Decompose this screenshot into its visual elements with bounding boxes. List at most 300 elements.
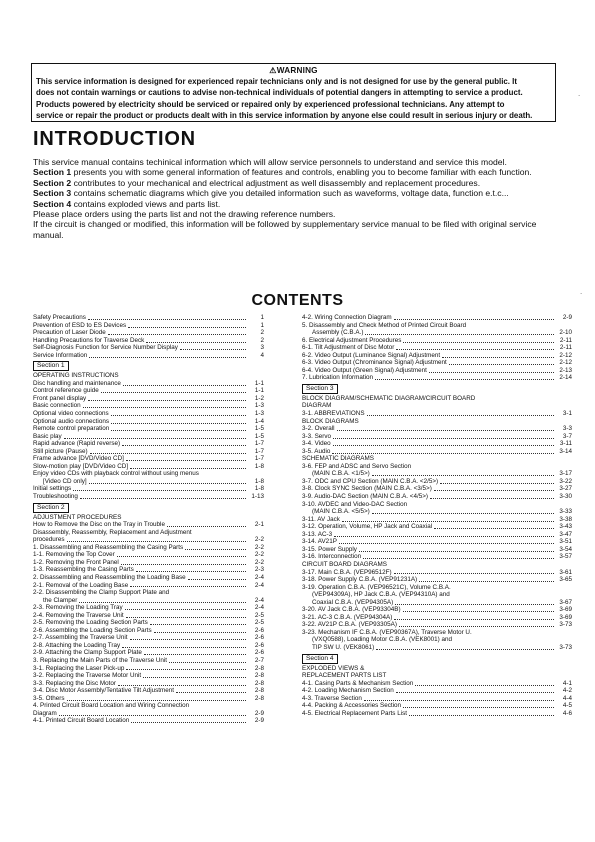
toc-entry-title: 7. Lubrication Information (302, 374, 374, 382)
dot-leader (434, 528, 554, 529)
toc-entry-title: 3-1. Replacing the Laser Pick-up (33, 664, 125, 672)
toc-entry (33, 352, 264, 360)
dot-leader (108, 334, 246, 335)
toc-entry-page: 2-2 (254, 543, 264, 551)
toc-entry-title: Handling Precautions for Traverse Deck (33, 336, 145, 344)
toc-entry-title: How to Remove the Disc on the Tray in Trouble (33, 521, 165, 529)
dot-leader (67, 700, 247, 701)
dot-leader (144, 654, 246, 655)
toc-entry-page: 2-6 (254, 649, 264, 657)
dot-leader (122, 445, 246, 446)
dot-leader (365, 334, 554, 335)
dot-leader (180, 349, 246, 350)
dot-leader (440, 483, 554, 484)
toc-entry-title: 3-2. Replacing the Traverse Motor Unit (33, 672, 142, 680)
toc-entry-title: 4-5. Electrical Replacement Parts List (302, 709, 407, 717)
dot-leader (442, 357, 554, 358)
toc-entry-page: 2-9 (562, 314, 572, 321)
toc-entry-title: 4-2. Loading Mechanism Section (302, 687, 394, 695)
section-label-box: Section 2 (33, 503, 69, 513)
toc-entry-title: 3-1. ABBREVIATIONS (302, 410, 365, 418)
warning-line: Products powered by electricity should be serviced or repaired only by experienced professional technicians. Any attempt to (36, 99, 505, 109)
dot-leader (359, 551, 554, 552)
dot-leader (146, 342, 246, 343)
dot-leader (403, 707, 554, 708)
toc-entry-title: 2-6. Assembling the Loading Section Parts (33, 626, 152, 634)
toc-entry (33, 582, 264, 590)
section-label-box: Section 1 (33, 361, 69, 371)
dot-leader (332, 453, 554, 454)
toc-entry-page: 1-4 (254, 417, 264, 425)
section-label-box: Section 3 (302, 384, 338, 394)
toc-heading: Disassembly, Reassembly, Replacement and Adjustment (33, 528, 192, 536)
section-header (302, 382, 572, 395)
toc-entry-page: 2-2 (254, 551, 264, 559)
section-header (33, 359, 264, 372)
toc-entry (33, 634, 264, 642)
toc-entry-page: 1-1 (254, 387, 264, 395)
toc-entry (33, 485, 264, 493)
dot-leader (130, 586, 246, 587)
dot-leader (334, 536, 554, 537)
toc-entry-page: 1-8 (254, 485, 264, 493)
toc-entry (33, 536, 264, 544)
toc-entry-title: 3-8. Clock SYNC Section (MAIN C.B.A. <3/5>) (302, 485, 432, 493)
toc-entry-page: 1 (260, 314, 264, 321)
section-text: contains exploded views and parts list. (71, 198, 221, 209)
toc-entry (302, 687, 572, 695)
toc-entry-title: 2-7. Assembling the Traverse Unit (33, 634, 128, 642)
dot-leader (372, 513, 554, 514)
toc-entry-title: (MAIN C.B.A. <5/5>) (312, 508, 370, 516)
toc-entry-title: 2-8. Attaching the Loading Tray (33, 641, 121, 649)
warning-line: service or repair the product or products dealt with in this service information by anyone else could result in serious injury or death. (36, 111, 533, 121)
toc-entry-page: 4-4 (562, 694, 572, 702)
toc-entry (33, 619, 264, 627)
toc-entry-page: 1-13 (251, 493, 264, 501)
toc-entry-title: Control reference guide (33, 387, 99, 395)
toc-entry-page: 3-38 (559, 515, 572, 523)
toc-entry-title: (MAIN C.B.A. <1/5>) (312, 470, 370, 478)
toc-entry-title: 3-22. AV21P C.B.A. (VEP93305A) (302, 621, 397, 629)
toc-entry (302, 680, 572, 688)
dot-leader (337, 430, 554, 431)
dot-leader (154, 632, 246, 633)
toc-entry-page: 1-5 (254, 432, 264, 440)
toc-entry (33, 478, 264, 486)
toc-heading: 3-6. FEP and ADSC and Servo Section (302, 462, 412, 470)
toc-entry (302, 440, 572, 448)
toc-entry-title: Diagram (33, 709, 57, 717)
introduction-body (33, 157, 553, 240)
toc-entry-title: 1-1. Removing the Top Cover (33, 551, 115, 559)
toc-entry-page: 2-9 (254, 709, 264, 717)
section-1-description (33, 167, 553, 177)
toc-entry-title: 3-14. AV21P (302, 538, 337, 546)
toc-entry (302, 538, 572, 546)
toc-entry (33, 642, 264, 650)
toc-entry-page: 3-3 (562, 425, 572, 433)
toc-entry-title: Basic connection (33, 402, 81, 410)
toc-entry (302, 569, 572, 577)
toc-entry (33, 314, 264, 322)
toc-heading: CIRCUIT BOARD DIAGRAMS (302, 560, 387, 568)
toc-entry-title: Frame advance [DVD/Video CD] (33, 455, 124, 463)
warning-line: This service information is designed for experienced repair technicians only and is not designed for use by the general public. It (36, 77, 518, 86)
warning-title: ⚠WARNING (269, 66, 318, 75)
toc-entry (33, 402, 264, 410)
toc-entry-title: 3. Replacing the Main Parts of the Traverse Unit (33, 656, 168, 664)
dot-leader (399, 626, 554, 627)
toc-entry-page: 1-7 (254, 447, 264, 455)
dot-leader (111, 423, 246, 424)
toc-entry (33, 329, 264, 337)
toc-entry-page: 4-6 (562, 709, 572, 717)
toc-heading: 3-10. AVDEC and Video-DAC Section (302, 500, 408, 508)
dot-leader (449, 364, 554, 365)
toc-entry (33, 463, 264, 471)
toc-entry-page: 3-1 (562, 410, 572, 418)
toc-entry (33, 695, 264, 703)
toc-entry (302, 546, 572, 554)
toc-entry-title: Optional audio connections (33, 417, 109, 425)
toc-entry-title: Service Information (33, 351, 88, 359)
dot-leader (88, 319, 246, 320)
dot-leader (150, 624, 246, 625)
dot-leader (342, 521, 554, 522)
warning-line: does not contain warnings or cautions to advise non-technical individuals of potential dangers in attempting to service a product. (36, 88, 523, 98)
toc-entry-page: 3-14 (559, 447, 572, 455)
toc-entry-page: 2-6 (254, 641, 264, 649)
toc-entry-title: 3-5. Others (33, 694, 65, 702)
dot-leader (59, 715, 246, 716)
dot-leader (363, 558, 554, 559)
contents-title: CONTENTS (251, 292, 344, 309)
dot-leader (101, 392, 246, 393)
toc-entry-page: 2-12 (559, 351, 572, 359)
dot-leader (126, 460, 246, 461)
toc-entry (33, 440, 264, 448)
toc-entry-page: 2-10 (559, 329, 572, 337)
toc-entry-page: 2-4 (254, 573, 264, 581)
toc-entry-page: 2-6 (254, 634, 264, 642)
section-header (302, 652, 572, 665)
toc-entry-title: 3-13. AC-3 (302, 530, 333, 538)
toc-entry-page: 2 (260, 329, 264, 337)
toc-entry-page: 2-8 (254, 672, 264, 680)
toc-entry (302, 710, 572, 718)
toc-entry (302, 352, 572, 360)
dot-leader (403, 611, 554, 612)
toc-entry (33, 649, 264, 657)
toc-entry (33, 566, 264, 574)
dot-leader (188, 579, 246, 580)
toc-heading: 3-23. Mechanism IF C.B.A. (VEP90367A), Traverse Motor U. (302, 628, 472, 636)
toc-entry-page: 2-8 (254, 679, 264, 687)
toc-entry (33, 604, 264, 612)
toc-heading: OPERATING INSTRUCTIONS (33, 372, 119, 380)
toc-entry-page: 1-1 (254, 379, 264, 387)
toc-entry-title: 3-2. Overall (302, 425, 335, 433)
dot-leader (121, 564, 246, 565)
toc-entry (33, 337, 264, 345)
dot-leader (131, 722, 246, 723)
toc-entry (302, 576, 572, 584)
toc-entry-title: 2-5. Removing the Loading Section Parts (33, 619, 148, 627)
toc-entry-page: 1-7 (254, 455, 264, 463)
toc-entry-title: 3-18. Power Supply C.B.A. (VEP91231A) (302, 576, 418, 584)
dot-leader (419, 581, 554, 582)
toc-heading: 5. Disassembly and Check Method of Printed Circuit Board (302, 321, 467, 329)
toc-entry-title: Front panel display (33, 394, 87, 402)
toc-entry-page: 2-11 (559, 344, 572, 352)
toc-entry (302, 508, 572, 516)
section-4-description (33, 199, 553, 209)
toc-entry-page: 3-43 (559, 523, 572, 531)
toc-entry-page: 3-69 (559, 613, 572, 621)
toc-entry-title: the Clamper (43, 596, 78, 604)
dot-leader (126, 617, 246, 618)
toc-entry (302, 433, 572, 441)
section-3-description (33, 188, 553, 198)
toc-entry-title: 6. Electrical Adjustment Procedures (302, 336, 402, 344)
toc-heading: SCHEMATIC DIAGRAMS (302, 455, 374, 463)
toc-entry-page: 1 (260, 321, 264, 329)
toc-entry (302, 516, 572, 524)
toc-entry-page: 3-22 (559, 477, 572, 485)
toc-entry-page: 1-8 (254, 462, 264, 470)
toc-entry-page: 3-69 (559, 606, 572, 614)
toc-entry-page: 3-73 (559, 621, 572, 629)
dot-leader (136, 571, 246, 572)
toc-entry-page: 2-4 (254, 596, 264, 604)
contents-right-column (302, 314, 572, 717)
contents-left-column (33, 314, 264, 725)
toc-entry-title: Safety Precautions (33, 314, 86, 321)
toc-entry (33, 574, 264, 582)
section-label: Section 2 (33, 177, 72, 188)
toc-entry-title: 3-16. Interconnection (302, 553, 362, 561)
toc-entry (33, 597, 264, 605)
toc-entry-title: 6-1. Tilt Adjustment of Disc Motor (302, 344, 395, 352)
dot-leader (185, 549, 246, 550)
toc-entry-page: 3-67 (559, 598, 572, 606)
toc-entry (33, 387, 264, 395)
toc-entry-title: 6-4. Video Output (Green Signal) Adjustment (302, 366, 427, 374)
toc-entry-page: 2-4 (254, 604, 264, 612)
toc-entry-page: 3 (260, 344, 264, 352)
toc-entry-title: 4-3. Traverse Section (302, 694, 362, 702)
toc-entry-title: Basic play (33, 432, 62, 440)
dot-leader (396, 692, 554, 693)
section-header (33, 501, 264, 514)
dot-leader (167, 526, 246, 527)
toc-entry-title: Still picture (Pause) (33, 447, 88, 455)
toc-entry-page: 4-2 (562, 687, 572, 695)
toc-entry-page: 2-4 (254, 581, 264, 589)
dot-leader (90, 453, 246, 454)
toc-entry-title: Remote control preparation (33, 425, 110, 433)
toc-entry-page: 3-30 (559, 493, 572, 501)
toc-entry-title: 3-12. Operation, Volume, HP Jack and Coaxial (302, 523, 433, 531)
toc-entry (33, 322, 264, 330)
toc-entry-page: 1-5 (254, 425, 264, 433)
toc-heading: (VEP94309A), HP Jack C.B.A. (VEP94310A) and (312, 591, 450, 599)
toc-entry-title: 3-4. Video (302, 440, 331, 448)
section-2-description (33, 178, 553, 188)
toc-entry (302, 553, 572, 561)
toc-entry-page: 2 (260, 336, 264, 344)
toc-entry-title: 1-3. Reassembling the Casing Parts (33, 566, 134, 574)
toc-entry-page: 2-8 (254, 687, 264, 695)
toc-entry-title: 4-4. Packing & Accessories Section (302, 702, 402, 710)
toc-entry (302, 702, 572, 710)
toc-entry-title: 6-3. Video Output (Chrominance Signal) Adjustment (302, 359, 447, 367)
dot-leader (79, 602, 246, 603)
dot-leader (430, 498, 554, 499)
toc-entry-title: 6-2. Video Output (Luminance Signal) Adjustment (302, 351, 441, 359)
toc-entry (33, 559, 264, 567)
toc-entry (33, 672, 264, 680)
toc-entry (33, 680, 264, 688)
toc-entry-page: 2-5 (254, 619, 264, 627)
toc-entry-page: 2-11 (559, 336, 572, 344)
toc-entry (33, 425, 264, 433)
toc-entry-page: 1-8 (254, 477, 264, 485)
toc-entry (302, 314, 572, 322)
toc-entry-page: 3-61 (559, 568, 572, 576)
section-text: presents you with some general information of features and controls, enabling you to become familiar with each function. (71, 167, 532, 178)
toc-entry-title: Prevention of ESD to ES Devices (33, 321, 127, 329)
dot-leader (403, 342, 554, 343)
toc-entry-page: 1-7 (254, 440, 264, 448)
toc-entry-title: 3-17. Main C.B.A. (VEP96512F) (302, 568, 392, 576)
warning-box (31, 63, 556, 122)
dot-leader (89, 357, 246, 358)
toc-entry-title: Initial settings (33, 485, 72, 493)
toc-entry-page: 2-13 (559, 366, 572, 374)
toc-entry-page: 2-1 (254, 521, 264, 529)
toc-entry-title: Slow-motion play [DVD/Video CD] (33, 462, 129, 470)
dot-leader (395, 604, 554, 605)
toc-entry-title: 2-1. Removal of the Loading Base (33, 581, 129, 589)
dot-leader (364, 700, 554, 701)
toc-entry-page: 1-2 (254, 394, 264, 402)
toc-entry (33, 627, 264, 635)
toc-entry-title: 1-2. Removing the Front Panel (33, 558, 119, 566)
toc-entry (302, 695, 572, 703)
dot-leader (88, 400, 246, 401)
dot-leader (123, 385, 246, 386)
toc-entry (302, 599, 572, 607)
toc-entry (302, 485, 572, 493)
toc-entry (33, 344, 264, 352)
toc-entry (302, 614, 572, 622)
dot-leader (333, 438, 554, 439)
dot-leader (111, 430, 246, 431)
toc-entry-title: Troubleshooting (33, 493, 78, 501)
dot-leader (372, 475, 554, 476)
toc-entry-title: TIP SW U. (VEK8061) (312, 643, 375, 651)
toc-entry-title: 3-7. ODC and CPU Section (MAIN C.B.A. <2/5>) (302, 477, 439, 485)
toc-entry-page: 3-65 (559, 576, 572, 584)
dot-leader (83, 407, 246, 408)
toc-entry-page: 3-47 (559, 530, 572, 538)
modification-note: If the circuit is changed or modified, this information will be followed by supplementary service manual to be filed with original service manual. (33, 219, 537, 240)
toc-entry-title: [Video CD only] (43, 477, 87, 485)
toc-entry (302, 523, 572, 531)
toc-entry-page: 2-3 (254, 566, 264, 574)
toc-entry (33, 657, 264, 665)
toc-entry (33, 551, 264, 559)
toc-entry (302, 329, 572, 337)
dot-leader (117, 556, 246, 557)
section-text: contributes to your mechanical and electrical adjustment as well disassembly and replacement procedures. (71, 177, 481, 188)
toc-entry (33, 521, 264, 529)
toc-entry-page: 3-51 (559, 538, 572, 546)
dot-leader (128, 327, 246, 328)
toc-entry-page: 2-12 (559, 359, 572, 367)
dot-leader (67, 541, 246, 542)
toc-entry-page: 3-11 (559, 440, 572, 448)
toc-entry (302, 606, 572, 614)
toc-entry (302, 374, 572, 382)
dot-leader (143, 677, 246, 678)
dot-leader (434, 490, 554, 491)
toc-entry-title: 3-4. Disc Motor Assembly/Tentative Tilt Adjustment (33, 687, 175, 695)
toc-heading: ADJUSTMENT PROCEDURES (33, 513, 122, 521)
toc-heading: 2-2. Disassembling the Clamp Support Plate and (33, 589, 170, 597)
toc-heading: BLOCK DIAGRAM/SCHEMATIC DIAGRAM/CIRCUIT BOARD (302, 394, 476, 402)
toc-entry-title: Precaution of Laser Diode (33, 329, 106, 337)
toc-entry-title: 3-3. Replacing the Disc Motor (33, 679, 116, 687)
toc-entry-title: Coaxial C.B.A. (VEP94305A) (312, 598, 394, 606)
toc-entry (302, 367, 572, 375)
toc-entry-title: 3-11. AV Jack (302, 515, 340, 523)
toc-heading: REPLACEMENT PARTS LIST (302, 672, 387, 680)
toc-entry (302, 337, 572, 345)
toc-entry-title: Assembly (C.B.A.) (312, 329, 364, 337)
toc-entry-title: 4-1. Casing Parts & Mechanism Section (302, 679, 414, 687)
toc-heading: EXPLODED VIEWS & (302, 664, 365, 672)
toc-entry-page: 2-2 (254, 558, 264, 566)
section-label: Section 4 (33, 198, 72, 209)
toc-entry-title: 1. Disassembling and Reassembling the Casing Parts (33, 543, 184, 551)
toc-entry-title: Optional video connections (33, 410, 109, 418)
scan-speck: ⋅ (578, 93, 581, 100)
section-text: contains schematic diagrams which give you detailed information such as waveforms, voltage data, function e.t.c... (71, 188, 509, 199)
dot-leader (339, 543, 554, 544)
toc-entry (33, 418, 264, 426)
toc-entry-page: 2-8 (254, 694, 264, 702)
toc-entry-page: 3-27 (559, 485, 572, 493)
toc-entry (33, 448, 264, 456)
toc-entry-page: 3-7 (562, 432, 572, 440)
toc-entry (302, 359, 572, 367)
dot-leader (64, 438, 246, 439)
toc-heading: DIAGRAM (302, 402, 332, 410)
toc-entry-title: 3-5. Audio (302, 447, 331, 455)
toc-entry (33, 710, 264, 718)
toc-heading: Enjoy video CDs with playback control without using menus (33, 470, 199, 478)
dot-leader (176, 692, 246, 693)
dot-leader (118, 685, 246, 686)
toc-entry (33, 455, 264, 463)
toc-entry-page: 2-8 (254, 664, 264, 672)
dot-leader (130, 468, 246, 469)
toc-entry-title: procedures (33, 536, 65, 544)
toc-entry-page: 2-5 (254, 611, 264, 619)
